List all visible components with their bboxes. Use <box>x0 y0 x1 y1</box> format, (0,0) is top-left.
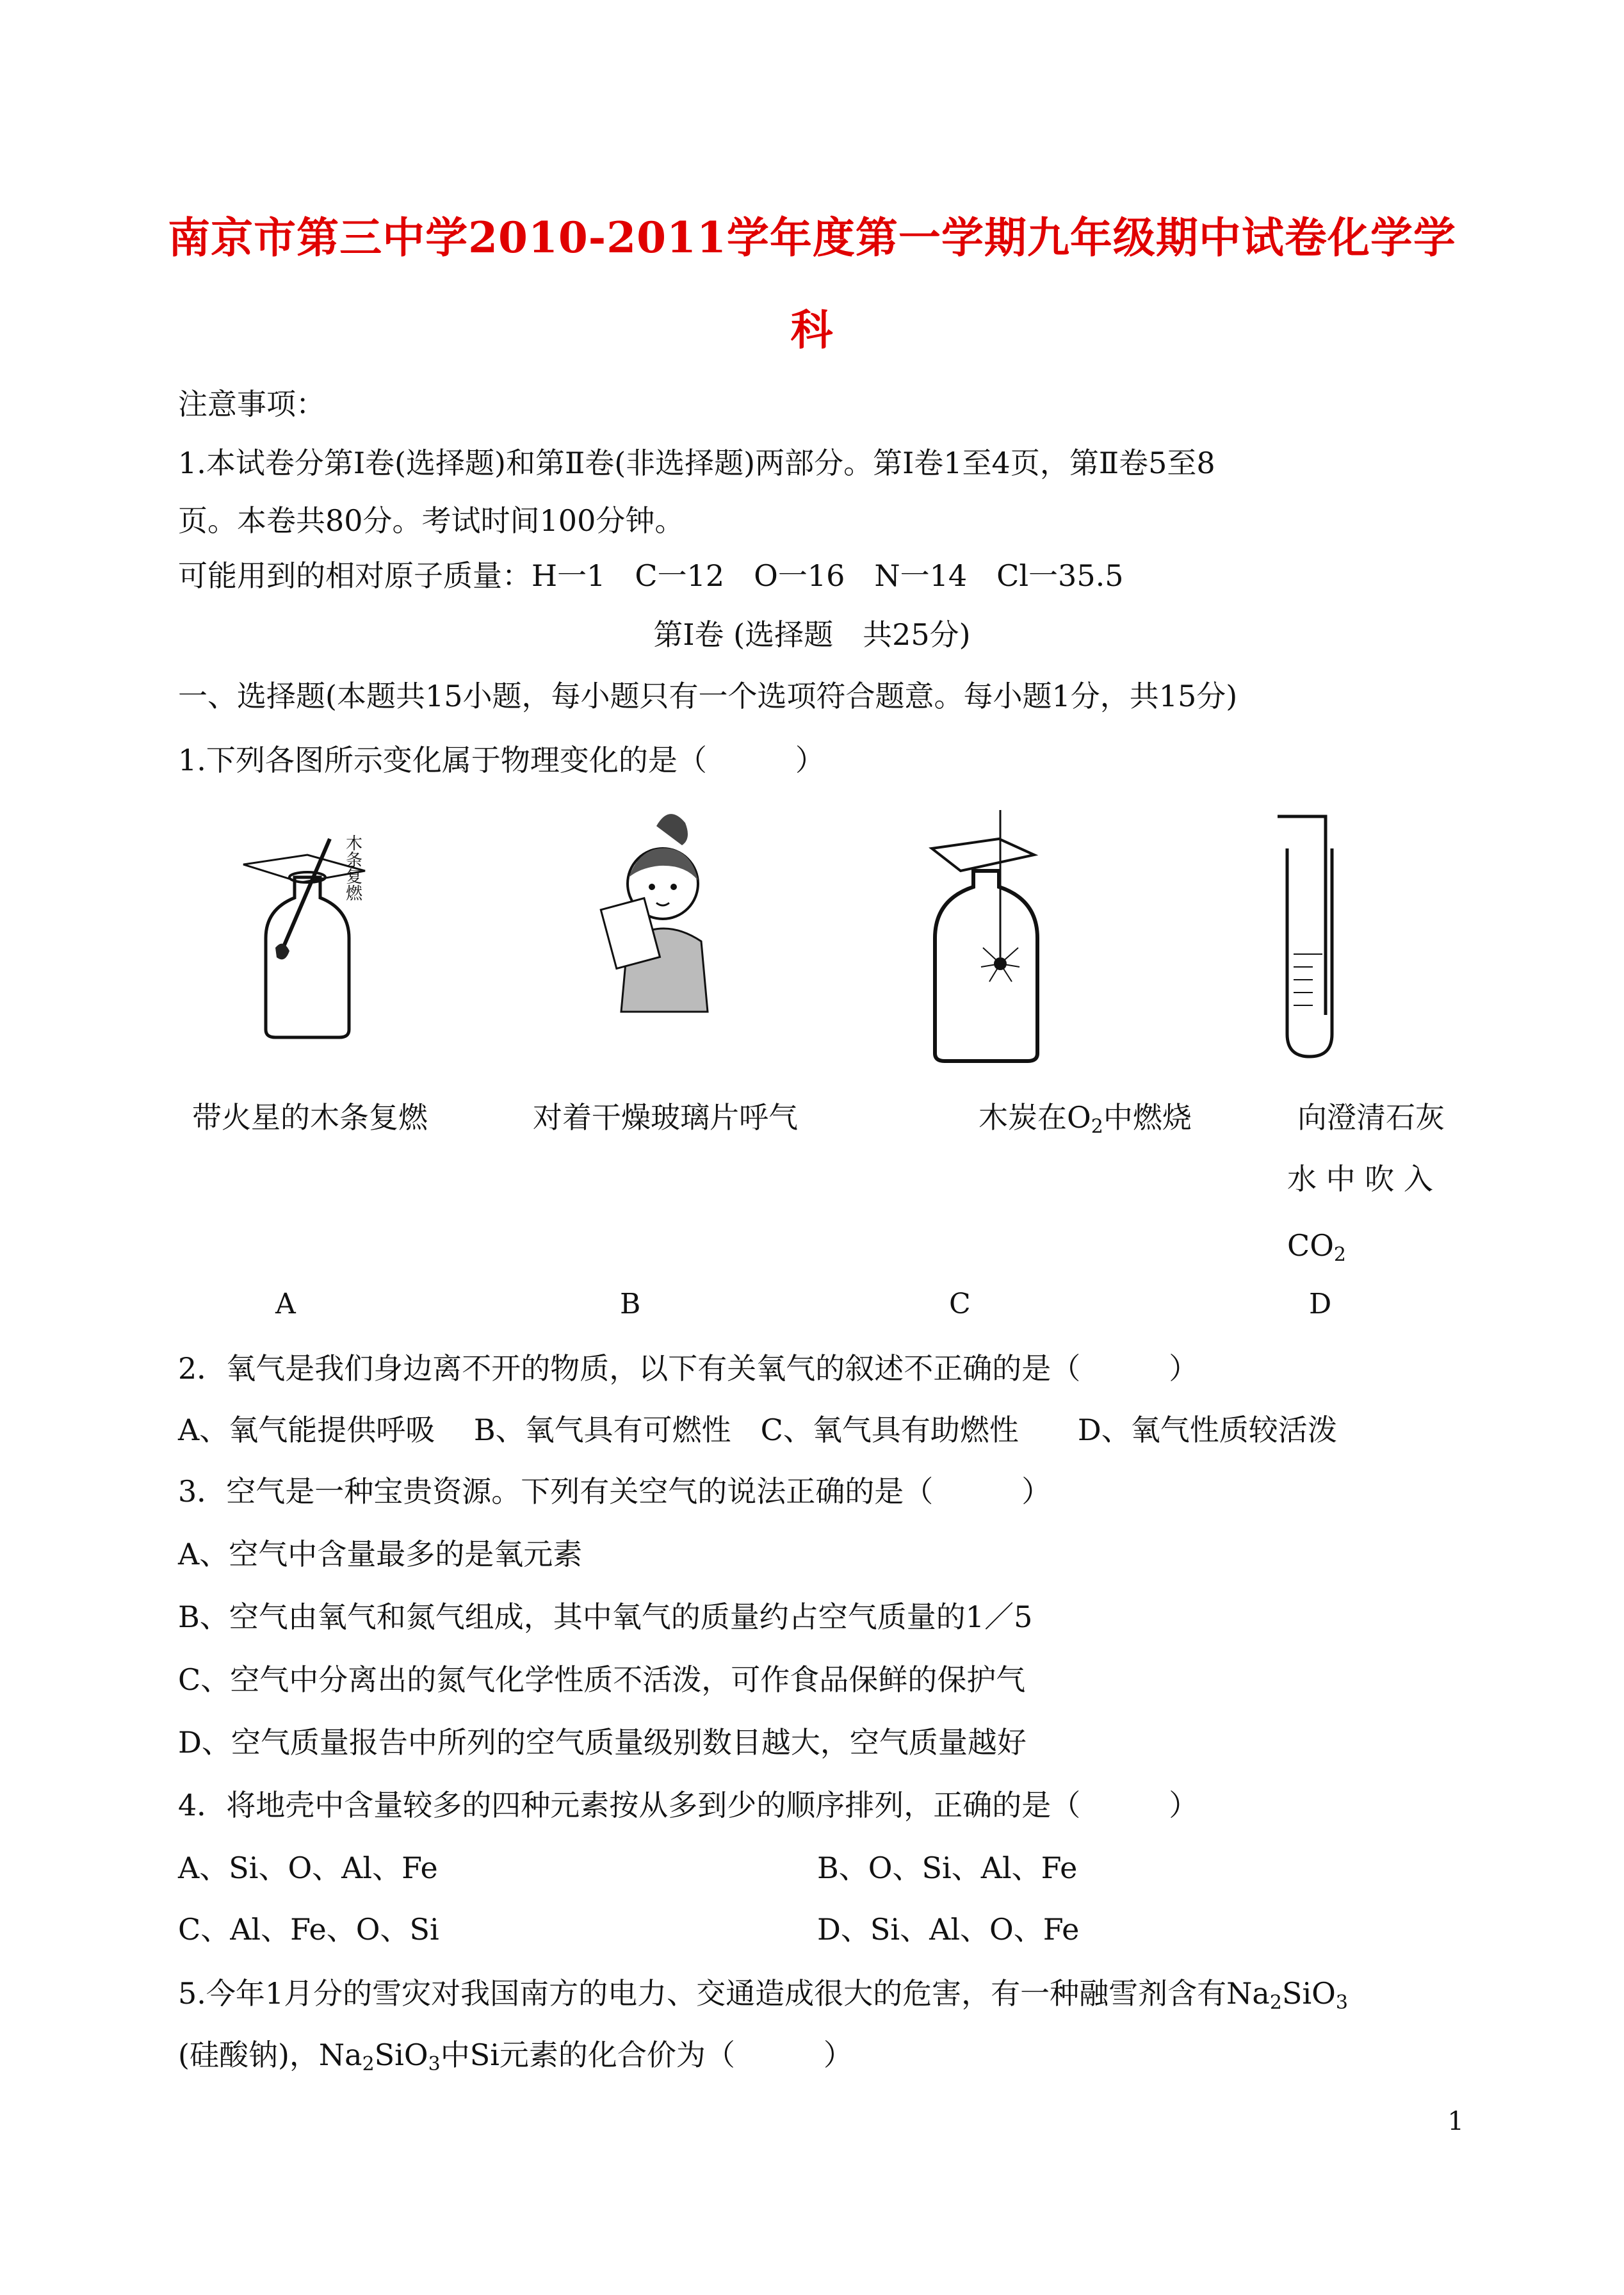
section-title: 第Ⅰ卷 (选择题 共25分) <box>653 617 971 652</box>
page-number: 1 <box>1447 2107 1464 2136</box>
q5-stem-line2: (硅酸钠)，$Na_2SiO_3$中Si元素的化合价为（ ） <box>178 2038 853 2075</box>
notice-item-1b: 页。本卷共80分。考试时间100分钟。 <box>178 503 685 538</box>
part-one-heading: 一、选择题(本题共15小题，每小题只有一个选项符合题意。每小题1分，共15分) <box>178 679 1238 713</box>
q3-stem: 3．空气是一种宝贵资源。下列有关空气的说法正确的是（ ） <box>178 1474 1052 1509</box>
caption-d-line3: $CO_2$ <box>1287 1228 1347 1266</box>
girl-breathing-illustration <box>596 807 736 1025</box>
q4-stem: 4．将地壳中含量较多的四种元素按从多到少的顺序排列，正确的是（ ） <box>178 1788 1199 1822</box>
q3-option-b: B、空气由氧气和氮气组成，其中氧气的质量约占空气质量的1／5 <box>178 1600 1033 1634</box>
option-label-d: D <box>1309 1288 1332 1320</box>
exam-title-line2: 科 <box>790 305 834 355</box>
q3-option-a: A、空气中含量最多的是氧元素 <box>178 1537 583 1571</box>
q3-option-d: D、空气质量报告中所列的空气质量级别数目越大，空气质量越好 <box>178 1725 1027 1760</box>
q4-option-b: B、O、Si、Al、Fe <box>817 1851 1078 1885</box>
caption-b: 对着干燥玻璃片呼气 <box>533 1100 798 1135</box>
splint-annotation: 木条复燃 <box>346 834 363 904</box>
q5-stem-line1: 5.今年1月分的雪灾对我国南方的电力、交通造成很大的危害，有一种融雪剂含有$Na_2SiO_3$ <box>178 1976 1348 2014</box>
charcoal-burning-illustration <box>922 810 1050 1066</box>
option-label-b: B <box>620 1288 641 1320</box>
q2-stem: 2．氧气是我们身边离不开的物质，以下有关氧气的叙述不正确的是（ ） <box>178 1351 1199 1386</box>
q4-option-c: C、Al、Fe、O、Si <box>178 1912 439 1947</box>
notice-heading: 注意事项： <box>178 387 325 421</box>
notice-item-1a: 1.本试卷分第Ⅰ卷(选择题)和第Ⅱ卷(非选择题)两部分。第Ⅰ卷1至4页，第Ⅱ卷5至8 <box>178 446 1215 480</box>
caption-a: 带火星的木条复燃 <box>192 1100 428 1135</box>
q2-options: A、氧气能提供呼吸 B、氧气具有可燃性 C、氧气具有助燃性 D、氧气性质较活泼 <box>178 1413 1337 1447</box>
caption-d-line2: 水 中 吹 入 <box>1287 1162 1433 1196</box>
test-tube-co2-illustration <box>1274 810 1351 1060</box>
atomic-masses: 可能用到的相对原子质量：H一1 C一12 O一16 N一14 Cl一35.5 <box>178 558 1124 593</box>
q3-option-c: C、空气中分离出的氮气化学性质不活泼，可作食品保鲜的保护气 <box>178 1662 1026 1697</box>
q1-stem: 1.下列各图所示变化属于物理变化的是（ ） <box>178 743 825 777</box>
exam-title-line1: 南京市第三中学2010-2011学年度第一学期九年级期中试卷化学学 <box>168 213 1456 263</box>
q4-option-d: D、Si、Al、O、Fe <box>817 1912 1080 1947</box>
option-label-a: A <box>275 1288 296 1320</box>
option-label-c: C <box>949 1288 971 1320</box>
caption-d-line1: 向澄清石灰 <box>1297 1100 1445 1135</box>
caption-c: 木炭在$O_2$中燃烧 <box>978 1100 1192 1138</box>
q4-option-a: A、Si、O、Al、Fe <box>178 1851 438 1885</box>
